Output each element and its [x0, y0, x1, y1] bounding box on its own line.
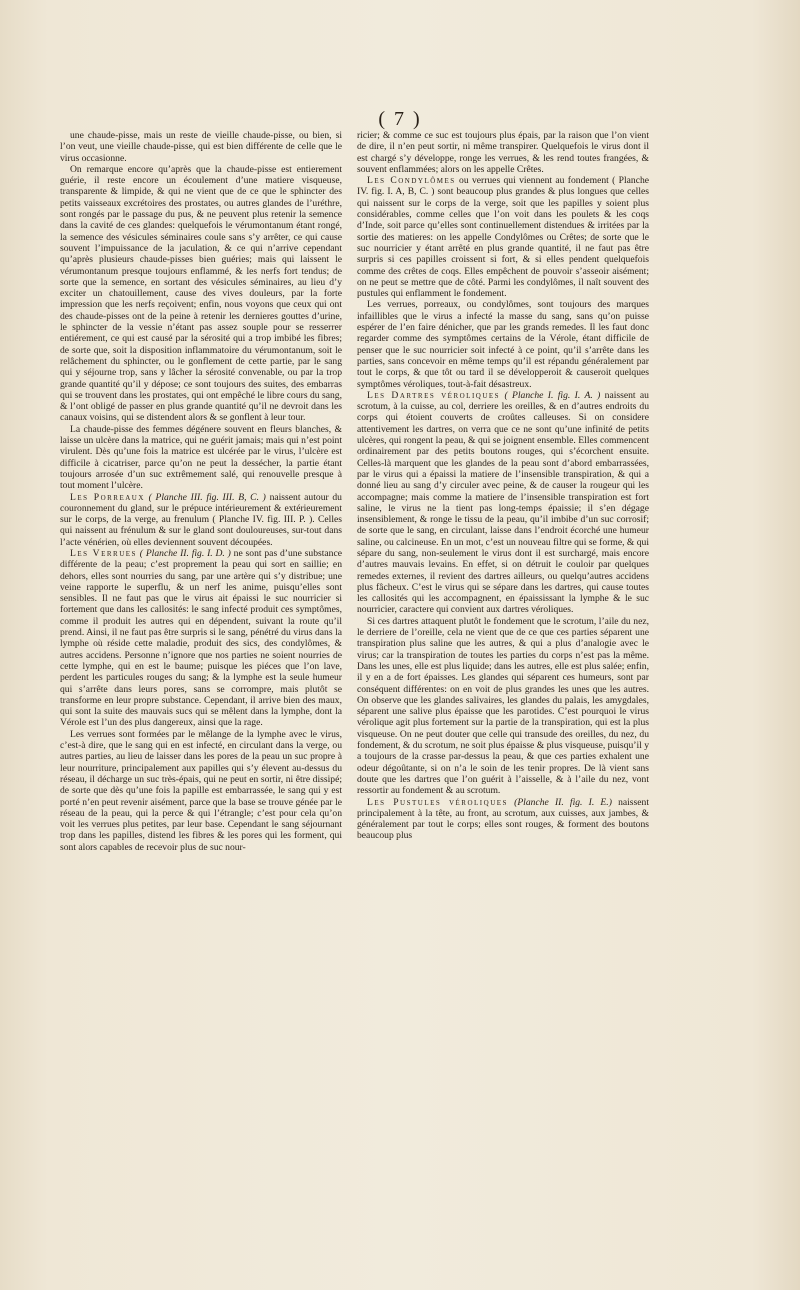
paragraph: [357, 390, 649, 616]
paragraph: [357, 299, 649, 389]
paragraph-text: On remarque encore qu’après que la chaude-pisse est entierement guérie, il reste encore un écoulement d’une matiere visqueuse, transparente & limpide, & qui ne vient que de ce que le sphincter des petits vaisseaux excrétoires des prostates, ou autres glandes de l’uréthre, sont rongés par le passage du pus, & ne peuvent plus retenir la semence dans la cavité de ces glandes: quelquefois le vérumontanum étant rongé, la semence des vésicules séminaires coule sans s’y arrêter, ce qui cause souvent l’impuissance de la jaculation, & ce qui n’arrive cependant qu’après plusieurs chaude-pisses bien guéries; mais qui laissent le vérumontanum presque toujours enflammé, & les nerfs fort tendus; de sorte que la semence, en sortant des vésicules séminaires, au lieu d’y exciter un chatouillement, cause des vives douleurs, par la forte impression que les nerfs reçoivent; enfin, nous voyons que ceux qui ont des chaude-pisses ont de la peine à retenir les dernieres gouttes d’urine, le sphincter de la vessie n’étant pas assez souple pour se resserrer entiérement, ce qui est causé par la sérosité qui a trop imbibé les fibres; de sorte que, soit la disposition inflammatoire du vérumontanum, soit le relâchement du sphincter, ou le gonflement de cette partie, par le sang qui y séjourne trop, sans y lâcher la sérosité convenable, ou par la trop grande quantité qu’il y dépose; ce sont toujours des suites, des embarras qui se trouvent dans les prostates, qui ont empêché le libre cours du sang, & l’ont obligé de passer en plus grande quantité qu’il ne devroit dans les canaux voisins, qui se distendent alors & se gonflent à leur tour.: [60, 163, 342, 424]
section-lead: Les Verrues: [70, 547, 137, 559]
section-lead: Les Pustules véroliques: [367, 796, 508, 808]
paragraph: [60, 130, 342, 164]
paragraph-text: ou verrues qui viennent au fondement ( Planche IV. fig. I. A, B, C. ) sont beaucoup plus grandes & plus longues que celles qui naissent sur le corps de la verge, soit que les papilles y soient plus considérables, comme celles que l’on voit dans les poulets & les coqs d’Inde, soit parce qu’elles sont continuellement distendues & irritées par la sortie des matieres: on les appelle Condylômes ou Crêtes; de sorte que le suc nourricier y étant arrêté en plus grande quantité, il ne faut pas être surpris si ces papilles croissent si fort, & si elles pendent quelquefois comme des crêtes de coqs. Elles empêchent de pouvoir s’asseoir aisément; on ne peut se mettre que de côté. Parmi les condylômes, il naît souvent des pustules qui enflamment le fondement.: [357, 175, 650, 300]
paragraph: [357, 130, 649, 175]
paragraph-text: Les verrues, porreaux, ou condylômes, sont toujours des marques infaillibles que le virus a infecté la masse du sang, sans qu’on puisse espérer de l’en faire dénicher, que par les grands remedes. Il les faut donc regarder comme des symptômes certains de la Vérole, étant difficile de penser que le suc nourricier soit infecté à ce point, qu’il s’arrête dans les parties, sans concevoir en même temps qu’il est répandu généralement par tout le corps, & que tôt ou tard il se développeroit & causeroit quelques symptômes véroliques, tout-à-fait désastreux.: [357, 299, 649, 390]
paragraph-text: ricier; & comme ce suc est toujours plus épais, par la raison que l’on vient de dire, il n’en peut sortir, ni même transpirer. Quelquefois le virus dont il est chargé s’y développe, ronge les verrues, & les rend toutes frangées, & souvent enflammées; alors on les appelle Crêtes.: [357, 130, 649, 175]
paragraph-text: Si ces dartres attaquent plutôt le fondement que le scrotum, l’aile du nez, le derriere de l’oreille, cela ne vient que de ce que ces parties séparent une transpiration plus saline que les autres, & qui a plus d’analogie avec le virus; car la transpiration de toutes les parties du corps n’est pas la même. Dans les unes, elle est plus liquide; dans les autres, elle est plus salée; enfin, il y en a de fort épaisses. Les glandes qui séparent ces humeurs, sont par conséquent différentes: on en voit de plus grandes les unes que les autres. On observe que les glandes salivaires, les glandes du palais, les amygdales, séparent une salive plus épaisse que les parotides. C’est pourquoi le virus vérolique agit plus fortement sur la partie de la transpiration, qui est la plus visqueuse. On ne peut douter que celle qui transude des oreilles, du nez, du fondement, & du scrotum, ne soit plus épaisse & plus visqueuse, puisqu’il y a toujours de la crasse par-dessus la peau, & que ces parties exhalent une odeur dégoûtante, si on n’a le soin de les tenir propres. De là vient sans doute que les dartres que l’on guérit à l’aisselle, & à l’aile du nez, vont ressortir au fondement & au scrotum.: [357, 615, 649, 797]
plate-reference: ( Planche I. fig. I. A. ): [504, 389, 601, 401]
paragraph: [357, 616, 649, 797]
left-column: [60, 130, 342, 853]
paragraph: [60, 424, 342, 492]
section-lead: Les Dartres véroliques: [367, 389, 501, 401]
paragraph-text: Les verrues sont formées par le mêlange de la lymphe avec le virus, c’est-à dire, que le sang qui en est infecté, en circulant dans la verge, ou autres parties, au lieu de laisser dans les pores de la peau un suc propre à leur nourriture, principalement aux papilles qui s’y élevent au-dessus du réseau, il décharge un suc très-épais, qui ne peut en sortir, ni être dissipé; de sorte que dès qu’une fois la papille est embarrassée, le sang qui y est porté n’en peut revenir aisément, parce que la base se trouve génée par le réseau de la peau, qui la perce & qui l’étrangle; c’est pour cela qu’on voit les verrues plus petites, par leur base. Cependant le sang séjournant trop dans les papilles, distend les fibres & les pores qui les forment, qui sont alors capables de recevoir plus de suc nour-: [60, 728, 342, 853]
right-column: [357, 130, 649, 842]
section-lead: Les Condylômes: [367, 175, 456, 187]
section-lead: Les Porreaux: [70, 491, 145, 503]
paragraph: [60, 548, 342, 729]
paragraph: [60, 164, 342, 424]
paragraph-text: naissent au scrotum, à la cuisse, au col, derriere les oreilles, & en d’autres endroits du corps qui étoient couverts de croûtes calleuses. Si on considere attentivement les dartres, on verra que ce ne sont qu’une infinité de petits ulcères, qui rongent la peau, & qui se joignent ensemble. Elles commencent ordinairement par des petits boutons rouges, qui s’écorchent ensuite. Celles-là marquent que les glandes de la peau sont d’abord embarrassées, par le virus qui a épaissi la matiere de l’insensible transpiration, & qui a donné lieu au sang d’y circuler avec peine, & de causer la rougeur qui les accompagne; mais comme la matiere de l’insensible transpiration est fort saline, le virus ne la tient pas long-temps épaissie; il s’en dégage insensiblement, & ronge le tissu de la peau, qu’il imbibe d’un suc corrosif; de sorte que le sang, en circulant, laisse dans l’endroit écorché une humeur saline, ou calcineuse. En un mot, c’est un nouveau filtre qui se forme, & qui sépare du sang, non-seulement le virus dont il est surchargé, mais encore d’autres mauvais levains. En effet, si on détruit le couloir par quelques remedes externes, il revient des dartres ailleurs, ou quelqu’autres accidens plus fâcheux. C’est le virus qui se sépare dans les dartres, qui cause toutes les callosités qui les accompagnent, en épaississant la lymphe & le suc nourricier, caractere qui convient aux dartres véroliques.: [357, 389, 649, 616]
plate-reference: (Planche II. fig. I. E.): [514, 796, 612, 808]
paragraph-text: naissent autour du couronnement du gland, sur le prépuce intérieurement & extérieurement sur le corps, de la verge, au frenulum ( Planche IV. fig. III. P. ). Celles qui naissent au frénulum & sur le gland sont douloureuses, sur-tout dans l’acte vénérien, où elles deviennent souvent découpées.: [60, 491, 342, 548]
paragraph: [60, 492, 342, 548]
plate-reference: ( Planche II. fig. I. D. ): [139, 547, 231, 559]
plate-reference: ( Planche III. fig. III. B, C. ): [148, 491, 266, 503]
paragraph: [357, 175, 649, 299]
paragraph-text: naissent principalement à la tête, au front, au scrotum, aux cuisses, aux jambes, & généralement par tout le corps; elles sont rouges, & forment des boutons beaucoup plus: [357, 796, 649, 842]
paragraph-text: une chaude-pisse, mais un reste de vieille chaude-pisse, ou bien, si l’on veut, une vieille chaude-pisse, qui est bien différente de celle que le virus occasionne.: [60, 130, 342, 164]
paragraph-text: ne sont pas d’une substance différente de la peau; c’est proprement la peau qui sort en saillie; en dehors, elles sont nourries du sang, par une artère qui s’y distribue; une veine rapporte le superflu, & un nerf les anime, puisqu’elles sont sensibles. Il ne faut pas que le virus ait épaissi le suc nourricier si fortement que dans les callosités: le sang infecté produit ces symptômes, comme il produit les autres qui en dépendent, suivant la route qu’il prend. Ainsi, il ne faut pas être surpris si le sang, pénétré du virus dans la lymphe où réside cette maladie, produit des sics, des condylômes, & autres accidens. Personne n’ignore que nos parties ne soient nourries de cette lymphe, qui en est le baume; puisque les piéces que l’on lave, perdent les particules rouges du sang; & la lymphe est la seule humeur qui s’arrête dans leurs pores, sans se corrompre, mais plutôt se transforme en leur propre substance. Cependant, il arrive bien des maux, qui sont la suite des mauvais sucs qui se mêlent dans la lymphe, dont la Vérole est l’un des plus dangereux, ainsi que la rage.: [60, 547, 342, 729]
paragraph-text: La chaude-pisse des femmes dégénere souvent en fleurs blanches, & laisse un ulcère dans la matrice, qui ne guérit jamais; mais qui n’est point virulent. Dès qu’une fois la matrice est ulcérée par le virus, l’ulcère est difficile à cicatriser, parce qu’on ne peut la dessécher, la partie étant toujours arrosée d’un suc extrêmement salé, qui renouvelle presque à tout moment l’ulcère.: [60, 423, 342, 492]
page-number: ( 7 ): [378, 108, 422, 130]
paragraph: [60, 729, 342, 853]
paragraph: [357, 797, 649, 842]
